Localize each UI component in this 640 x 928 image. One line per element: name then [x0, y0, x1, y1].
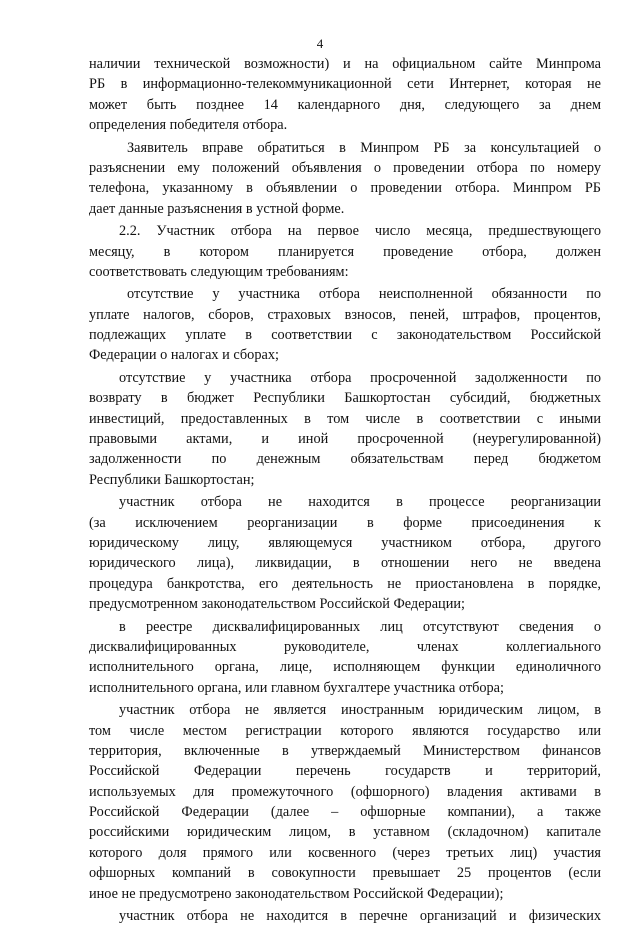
- text-line: участник отбора не находится в процессе реорганизации: [119, 494, 601, 511]
- text-line: отсутствие у участника отбора неисполненной обязанности по: [127, 286, 601, 303]
- text-line: используемых для промежуточного (офшорного) владения активами в: [89, 783, 601, 800]
- text-line: наличии технической возможности) и на официальном сайте Минпрома: [89, 56, 601, 72]
- text-line: 2.2. Участник отбора на первое число месяца, предшествующего: [119, 223, 601, 240]
- text-line: дисквалифицированных руководителе, членах коллегиального: [89, 638, 601, 655]
- text-line: которого доля прямого или косвенного (через третьих лиц) участия: [89, 844, 601, 861]
- text-line: инвестиций, предоставленных в том числе в соответствии с иными: [89, 410, 601, 427]
- text-line: офшорных компаний в совокупности превышает 25 процентов (если: [89, 865, 601, 882]
- paragraph: [89, 54, 601, 136]
- text-line: Федерации о налогах и сборах;: [89, 347, 279, 364]
- text-line: участник отбора не находится в перечне организаций и физических: [119, 908, 601, 925]
- text-line: юридическому лицу, являющемуся участником отбора, другого: [89, 534, 601, 551]
- text-line: иное не предусмотрено законодательством Российской Федерации);: [89, 885, 504, 902]
- text-line: разъяснении ему положений объявления о проведении отбора по номеру: [89, 159, 601, 176]
- text-line: задолженности по денежным обязательствам перед бюджетом: [89, 451, 601, 468]
- paragraph: [89, 284, 601, 366]
- text-line: определения победителя отбора.: [89, 117, 288, 134]
- text-line: подлежащих уплате в соответствии с законодательством Российской: [89, 327, 601, 344]
- text-line: российскими юридическим лицом, в уставном (складочном) капитале: [89, 824, 601, 841]
- text-line: территория, включенные в утверждаемый Министерством финансов: [89, 742, 601, 759]
- text-line: уплате налогов, сборов, страховых взносов, пеней, штрафов, процентов,: [89, 306, 601, 323]
- text-line: Российской Федерации (далее – офшорные компании), а также: [89, 804, 601, 821]
- paragraph: [89, 700, 601, 904]
- text-line: соответствовать следующим требованиям:: [89, 263, 349, 280]
- text-line: месяцу, в котором планируется проведение отбора, должен: [89, 243, 601, 260]
- paragraph: [89, 221, 601, 282]
- text-line: участник отбора не является иностранным юридическим лицом, в: [119, 702, 601, 719]
- text-line: возврату в бюджет Республики Башкортостан субсидий, бюджетных: [89, 390, 601, 407]
- page-number: 4: [316, 36, 324, 51]
- text-line: в реестре дисквалифицированных лиц отсутствуют сведения о: [119, 618, 601, 635]
- text-line: отсутствие у участника отбора просроченной задолженности по: [119, 369, 601, 386]
- document-body: [89, 54, 601, 928]
- paragraph: [89, 492, 601, 614]
- text-line: Республики Башкортостан;: [89, 471, 255, 488]
- text-line: правовыми актами, и иной просроченной (неурегулированной): [89, 431, 601, 448]
- text-line: РБ в информационно-телекоммуникационной сети Интернет, которая не: [89, 76, 601, 93]
- text-line: телефона, указанному в объявлении о проведении отбора. Минпром РБ: [89, 180, 601, 197]
- text-line: юридического лица), ликвидации, в отношении него не введена: [89, 555, 601, 572]
- text-line: исполнительного органа, лице, исполняющем функции единоличного: [89, 659, 601, 676]
- text-line: процедура банкротства, его деятельность не приостановлена в порядке,: [89, 575, 601, 592]
- paragraph: [89, 138, 601, 220]
- text-line: предусмотренном законодательством Российской Федерации;: [89, 596, 465, 613]
- text-line: исполнительного органа, или главном бухгалтере участника отбора;: [89, 679, 504, 696]
- text-line: дает данные разъяснения в устной форме.: [89, 200, 345, 217]
- text-line: том числе местом регистрации которого являются государство или: [89, 722, 601, 739]
- text-line: (за исключением реорганизации в форме присоединения к: [89, 514, 601, 531]
- text-line: может быть позднее 14 календарного дня, следующего за днем: [89, 96, 601, 113]
- paragraph: [89, 617, 601, 699]
- paragraph: [89, 368, 601, 490]
- text-line: Российской Федерации перечень государств и территорий,: [89, 763, 601, 780]
- paragraph: [89, 906, 601, 926]
- text-line: Заявитель вправе обратиться в Минпром РБ за консультацией о: [127, 139, 601, 156]
